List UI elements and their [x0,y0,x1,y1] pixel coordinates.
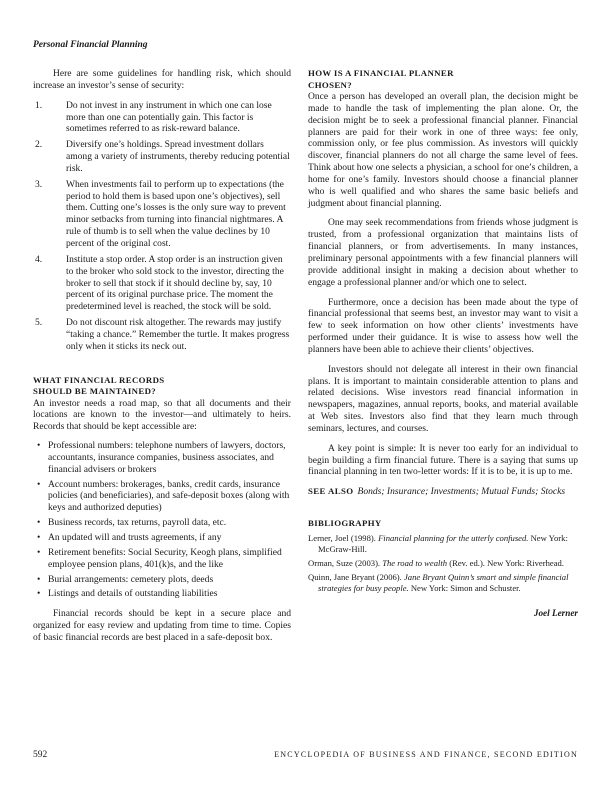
bib-publisher: New York: McGraw-Hill. [318,532,568,554]
list-item: • Burial arrangements: cemetery plots, deeds [33,574,291,586]
list-item [33,317,291,353]
see-also-label: SEE ALSO [308,486,354,497]
list-item [33,100,291,136]
bibliography-entry [308,558,578,569]
list-item: • Professional numbers: telephone numbers of lawyers, doctors, accountants, insurance companies, business associates, and financial advisers or brokers [33,440,291,476]
paragraph: One may seek recommendations from friends whose judgment is trusted, from a professional organization that maintains lists of financial planners, or from advertisements. In many instances, preliminary personal appointments with a few financial planners will provide additional insight in making a decision about whether to engage a professional planner and/or which one to select. [308,217,578,288]
paragraph: Once a person has developed an overall plan, the decision might be made to handle the task of implementing the plan alone. Or, the decision might be to seek a professional financial planner. Financial planners are paid for their work in one of three ways: fee only, commission only, or fee plus commission. As investors will quickly discover, financial planners do not all charge the same level of fees. Think about how one selects a physician, a school for one’s children, a home for one’s family. Investors should choose a financial planner who is well qualified and who shares the same basic beliefs and judgment about financial planning. [308,91,578,209]
bib-publisher: (Rev. ed.). New York: Riverhead. [447,557,564,568]
list-item: • An updated will and trusts agreements, if any [33,532,291,544]
bibliography-list [308,533,578,594]
encyclopedia-title: ENCYCLOPEDIA OF BUSINESS AND FINANCE, SECOND EDITION [274,750,578,759]
list-item [33,179,291,250]
bib-author: Lerner, Joel (1998). [308,532,379,543]
bib-title: The road to wealth [382,557,448,568]
paragraph: A key point is simple: It is never too early for an individual to begin building a firm financial future. There is a saying that sums up financial planning in ten two-letter words: If it is to be, it is up to me. [308,442,578,478]
list-item: • Retirement benefits: Social Security, Keogh plans, simplified employee pension plans, 401(k)s, and the like [33,547,291,571]
bibliography-heading: BIBLIOGRAPHY [308,518,382,529]
risk-guidelines-list [33,100,291,353]
list-text: Do not discount risk altogether. The rewards may justify “taking a chance.” Remember the turtle. It makes progress only when it sticks its neck out. [66,317,290,352]
bib-author: Quinn, Jane Bryant (2006). [308,571,404,582]
planner-heading-line2: CHOSEN? [308,79,352,90]
planner-heading [308,68,578,91]
list-number: 2. [35,139,43,151]
risk-intro: Here are some guidelines for handling risk, which should increase an investor’s sense of security: [33,68,291,91]
bib-title: Jane Bryant Quinn’s smart and simple financial strategies for busy people. [318,571,569,593]
list-text: Institute a stop order. A stop order is an instruction given to the broker who sold stock to the investor, directing the broker to sell that stock if it should decline by, say, 10 percent of its original purchase price. The moment the predetermined level is reached, the stock will be sold. [66,253,284,313]
paragraph: Furthermore, once a decision has been made about the type of financial professional that seems best, an investor may want to visit a few to seek information on how other clients’ investments have performed under their guidance. It is wise to assess how well the planners have been able to achieve their clients’ objectives. [308,296,578,355]
bibliography-entry [308,533,578,555]
records-intro: An investor needs a road map, so that all documents and their locations are known to the investor—and ultimately to heirs. Records that should be kept accessible are: [33,397,291,433]
author-signature: Joel Lerner [533,607,578,618]
list-text: Diversify one’s holdings. Spread investment dollars among a variety of instruments, thereby reducing potential risk. [66,139,290,174]
records-closing: Financial records should be kept in a secure place and organized for easy review and updating from time to time. Copies of basic financial records are best placed in a safe-deposit box. [33,608,291,643]
see-also-text: Bonds; Insurance; Investments; Mutual Funds; Stocks [357,486,566,498]
bib-author: Orman, Suze (2003). [308,557,383,568]
page-number: 592 [33,750,48,760]
list-text: When investments fail to perform up to expectations (the period to hold them is based upon one’s objectives), sell them. Cutting one’s losses is the only sure way to prevent minor setbacks from turning into financial nightmares. A rule of thumb is to sell when the value declines by 10 percent of the original cost. [66,178,286,249]
bibliography-entry [308,572,578,594]
bib-title: Financial planning for the utterly confused. [378,532,529,543]
planner-heading-line1: HOW IS A FINANCIAL PLANNER [308,68,454,78]
list-item: • Account numbers: brokerages, banks, credit cards, insurance policies (and beneficiaries), and safe-deposit boxes (along with keys and authorized deputies) [33,479,291,515]
bib-publisher: New York: Simon and Schuster. [408,582,521,593]
list-number: 1. [35,99,43,111]
records-heading-line1: WHAT FINANCIAL RECORDS [33,374,165,385]
right-column [308,68,578,620]
list-text: Do not invest in any instrument in which one can lose more than one can potentially gain. This factor is sometimes referred to as risk-reward balance. [66,99,272,135]
list-number: 5. [35,317,43,329]
list-item: • Business records, tax returns, payroll data, etc. [33,517,291,529]
records-heading-line2: SHOULD BE MAINTAINED? [33,386,157,397]
paragraph: Investors should not delegate all interest in their own financial plans. It is important to maintain considerable attention to plans and related decisions. Wise investors read financial information in newspapers, magazines, annual reports, books, and material available at Web sites. Investors also find that they learn much through seminars, lectures, and courses. [308,363,578,434]
list-item: • Listings and details of outstanding liabilities [33,588,291,600]
list-item [33,254,291,313]
list-number: 4. [35,253,43,265]
see-also [308,486,578,498]
records-list [33,440,291,600]
list-number: 3. [35,178,43,190]
records-heading [33,375,291,398]
running-head: Personal Financial Planning [33,40,148,50]
list-item [33,139,291,175]
left-column [33,68,291,644]
